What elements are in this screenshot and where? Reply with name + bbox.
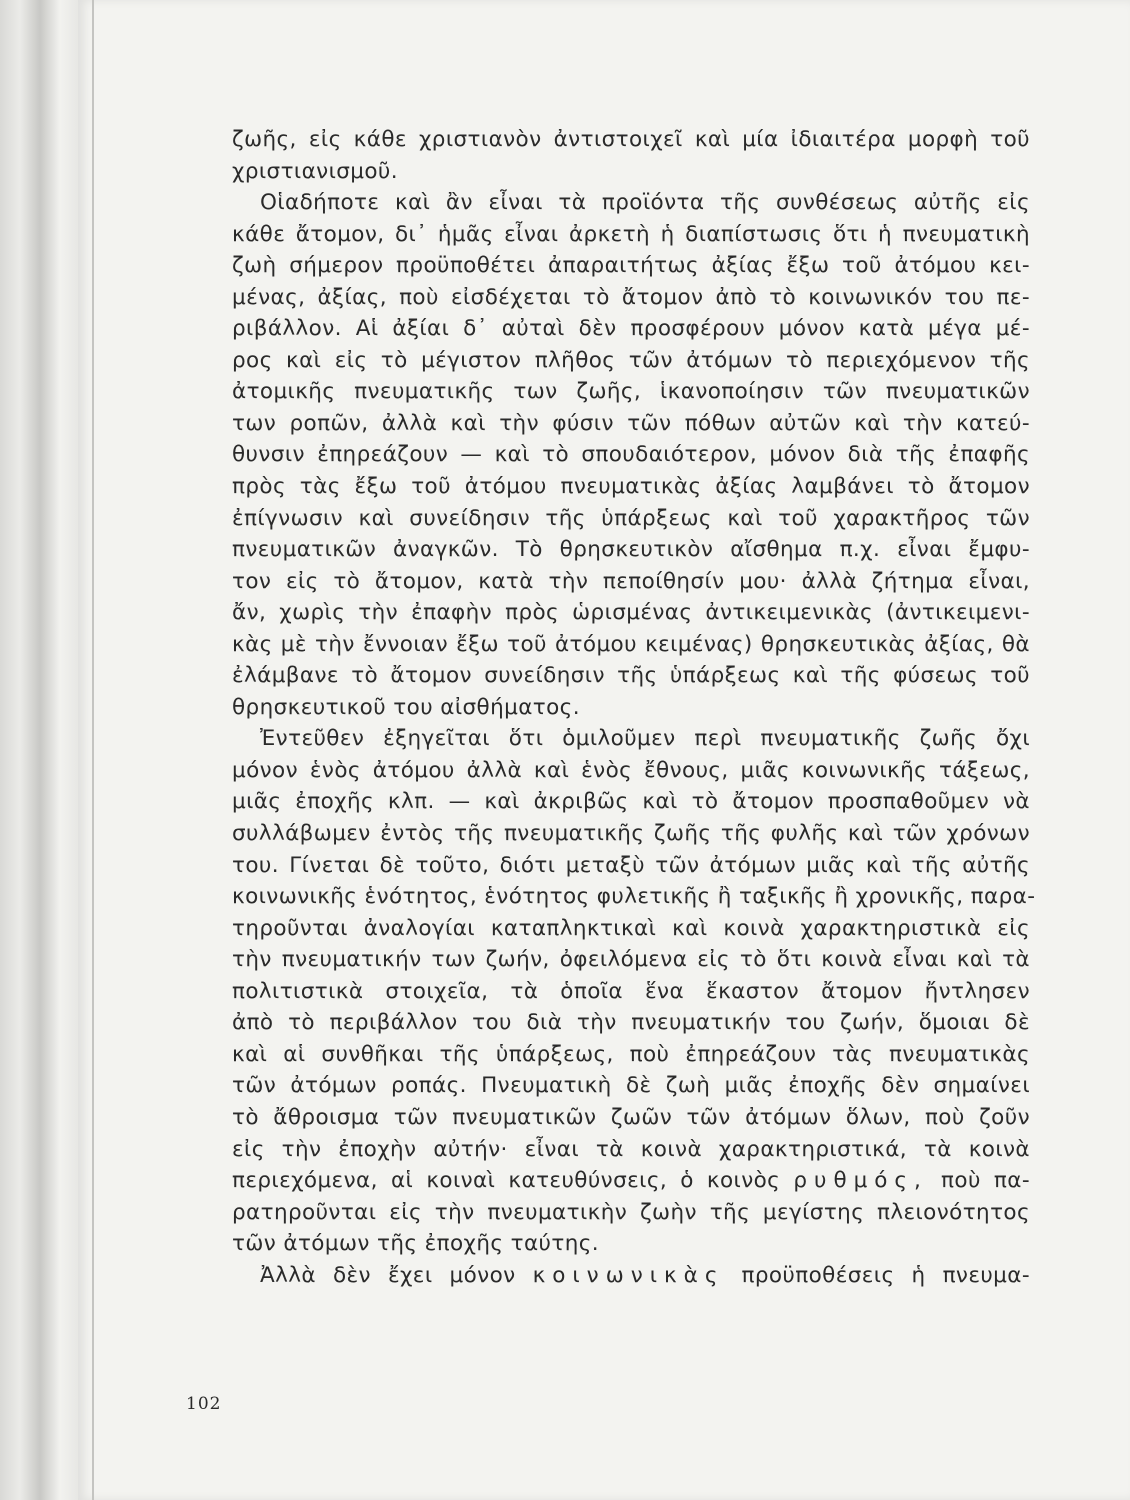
body-text bbox=[232, 124, 1036, 1291]
text-line bbox=[232, 1260, 1030, 1292]
text-line: μιᾶς ἐποχῆς κλπ. — καὶ ἀκριβῶς καὶ τὸ ἄτομον προσπαθοῦμεν νὰ bbox=[232, 789, 1030, 815]
text-line: ρατηροῦνται εἰς τὴν πνευματικὴν ζωὴν τῆς μεγίστης πλειονότητος bbox=[232, 1199, 1030, 1225]
text-line: ριβάλλον. Αἱ ἀξίαι δ᾽ αὐταὶ δὲν προσφέρουν μόνον κατὰ μέγα μέ- bbox=[232, 316, 1030, 342]
text-line: τὸ ἄθροισμα τῶν πνευματικῶν ζωῶν τῶν ἀτόμων ὅλων, ποὺ ζοῦν bbox=[232, 1104, 1030, 1130]
text-line: χριστιανισμοῦ. bbox=[232, 158, 398, 184]
text-line: τηροῦνται ἀναλογίαι καταπληκτικαὶ καὶ κοινὰ χαρακτηριστικὰ εἰς bbox=[232, 915, 1030, 941]
text-line: τῶν ἀτόμων τῆς ἐποχῆς ταύτης. bbox=[232, 1231, 600, 1257]
text-line: του. Γίνεται δὲ τοῦτο, διότι μεταξὺ τῶν ἀτόμων μιᾶς καὶ τῆς αὐτῆς bbox=[232, 852, 1030, 878]
emphasized-word: κοινωνικὰς bbox=[532, 1262, 725, 1288]
text-line: κάθε ἄτομον, δι᾽ ἡμᾶς εἶναι ἀρκετὴ ἡ διαπίστωσις ὅτι ἡ πνευματικὴ bbox=[232, 221, 1030, 247]
text-line: μένας, ἀξίας, ποὺ εἰσδέχεται τὸ ἄτομον ἀπὸ τὸ κοινωνικόν του πε- bbox=[232, 284, 1030, 310]
text-fragment: Ἀλλὰ δὲν ἔχει μόνον bbox=[260, 1262, 516, 1288]
text-line: συλλάβωμεν ἐντὸς τῆς πνευματικῆς ζωῆς τῆς φυλῆς καὶ τῶν χρόνων bbox=[232, 821, 1030, 847]
text-line: Οἱαδήποτε καὶ ἂν εἶναι τὰ προϊόντα τῆς συνθέσεως αὐτῆς εἰς bbox=[260, 190, 1030, 216]
text-line: θυνσιν ἐπηρεάζουν — καὶ τὸ σπουδαιότερον, μόνον διὰ τῆς ἐπαφῆς bbox=[232, 442, 1030, 468]
text-fragment: ποὺ πα- bbox=[941, 1168, 1031, 1194]
text-line: τὴν πνευματικήν των ζωήν, ὀφειλόμενα εἰς τὸ ὅτι κοινὰ εἶναι καὶ τὰ bbox=[232, 947, 1030, 973]
text-line: ζωὴ σήμερον προϋποθέτει ἀπαραιτήτως ἀξίας ἔξω τοῦ ἀτόμου κει- bbox=[232, 253, 1030, 279]
emphasized-word: ρυθμός, bbox=[793, 1168, 928, 1194]
text-line: πρὸς τὰς ἔξω τοῦ ἀτόμου πνευματικὰς ἀξίας λαμβάνει τὸ ἄτομον bbox=[232, 474, 1030, 500]
text-line: ἄν, χωρὶς τὴν ἐπαφὴν πρὸς ὡρισμένας ἀντικειμενικὰς (ἀντικειμενι- bbox=[232, 600, 1030, 626]
text-line: ἐλάμβανε τὸ ἄτομον συνείδησιν τῆς ὑπάρξεως καὶ τῆς φύσεως τοῦ bbox=[232, 663, 1030, 689]
text-line: τον εἰς τὸ ἄτομον, κατὰ τὴν πεποίθησίν μου· ἀλλὰ ζήτημα εἶναι, bbox=[232, 568, 1030, 594]
text-line: μόνον ἑνὸς ἀτόμου ἀλλὰ καὶ ἑνὸς ἔθνους, μιᾶς κοινωνικῆς τάξεως, bbox=[232, 757, 1030, 783]
text-line: καὶ αἱ συνθῆκαι τῆς ὑπάρξεως, ποὺ ἐπηρεάζουν τὰς πνευματικὰς bbox=[232, 1041, 1030, 1067]
text-line: Ἐντεῦθεν ἐξηγεῖται ὅτι ὁμιλοῦμεν περὶ πνευματικῆς ζωῆς ὄχι bbox=[260, 726, 1030, 752]
text-line: πολιτιστικὰ στοιχεῖα, τὰ ὁποῖα ἕνα ἕκαστον ἄτομον ἤντλησεν bbox=[232, 978, 1030, 1004]
text-line: τῶν ἀτόμων ροπάς. Πνευματικὴ δὲ ζωὴ μιᾶς ἐποχῆς δὲν σημαίνει bbox=[232, 1073, 1030, 1099]
page-number: 102 bbox=[186, 1394, 222, 1414]
text-line bbox=[232, 1165, 1030, 1197]
text-line: των ροπῶν, ἀλλὰ καὶ τὴν φύσιν τῶν πόθων αὐτῶν καὶ τὴν κατεύ- bbox=[232, 410, 1030, 436]
text-line: θρησκευτικοῦ του αἰσθήματος. bbox=[232, 694, 580, 720]
text-fragment: περιεχόμενα, αἱ κοιναὶ κατευθύνσεις, ὁ κοινὸς bbox=[232, 1168, 781, 1194]
text-line: κὰς μὲ τὴν ἔννοιαν ἔξω τοῦ ἀτόμου κειμένας) θρησκευτικὰς ἀξίας, θὰ bbox=[232, 631, 1030, 657]
text-line: ζωῆς, εἰς κάθε χριστιανὸν ἀντιστοιχεῖ καὶ μία ἰδιαιτέρα μορφὴ τοῦ bbox=[232, 127, 1030, 152]
text-line: ρος καὶ εἰς τὸ μέγιστον πλῆθος τῶν ἀτόμων τὸ περιεχόμενον τῆς bbox=[232, 347, 1030, 373]
text-line: ἀπὸ τὸ περιβάλλον του διὰ τὴν πνευματικήν του ζωήν, ὅμοιαι δὲ bbox=[232, 1010, 1030, 1036]
page-gutter bbox=[92, 0, 94, 1500]
text-line: ἐπίγνωσιν καὶ συνείδησιν τῆς ὑπάρξεως καὶ τοῦ χαρακτῆρος τῶν bbox=[232, 505, 1030, 531]
text-line: ἀτομικῆς πνευματικῆς των ζωῆς, ἱκανοποίησιν τῶν πνευματικῶν bbox=[232, 379, 1030, 405]
text-line: πνευματικῶν ἀναγκῶν. Τὸ θρησκευτικὸν αἴσθημα π.χ. εἶναι ἔμφυ- bbox=[232, 537, 1030, 563]
text-fragment: προϋποθέσεις ἡ πνευμα- bbox=[741, 1262, 1030, 1288]
text-line: εἰς τὴν ἐποχὴν αὐτήν· εἶναι τὰ κοινὰ χαρακτηριστικά, τὰ κοινὰ bbox=[232, 1136, 1030, 1162]
text-line: κοινωνικῆς ἑνότητος, ἑνότητος φυλετικῆς ἢ ταξικῆς ἢ χρονικῆς, παρα- bbox=[232, 884, 1036, 910]
